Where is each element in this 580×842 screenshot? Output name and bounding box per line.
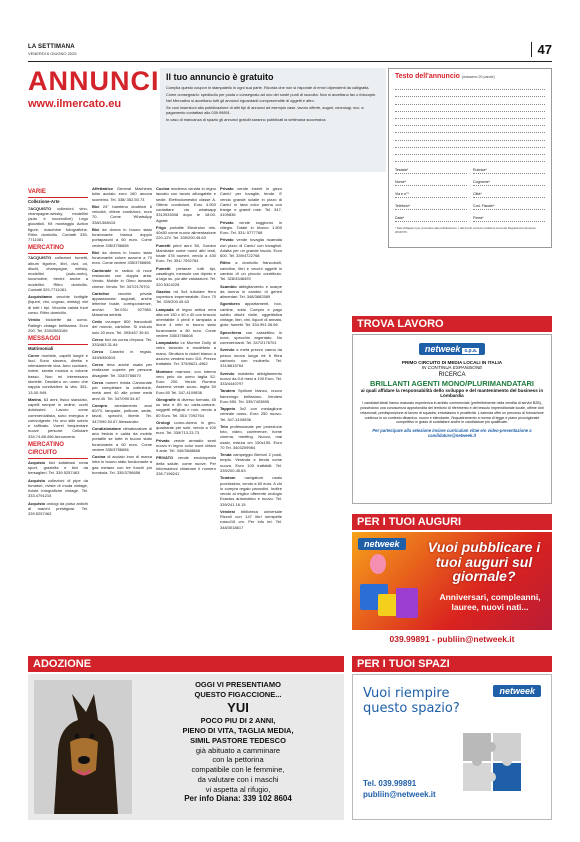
gift-icon (396, 588, 418, 618)
form-field[interactable]: Cognome* (473, 180, 545, 186)
form-field-row[interactable] (395, 180, 545, 186)
newspaper-title: LA SETTIMANA (28, 44, 75, 50)
form-field[interactable]: Nome* (395, 180, 467, 186)
auguri-ad (352, 532, 552, 648)
form-field[interactable]: Città* (473, 192, 545, 198)
ad-line: IN CONTINUA ESPANSIONE (421, 365, 483, 370)
form-field-row[interactable] (395, 192, 545, 198)
classified-ad: Fumetti pietanze tutti tipi, casalinghi, mensole con dipinto e a lago su, più alte valutazioni. Tel. 320.5324228 (156, 265, 216, 287)
classified-ad: Cucina di acciaio inox di marca lofra in buono stato funzionante a gas metano con tre fuochi più bombola. Tel. 335/3756656 (92, 454, 152, 476)
netweek-logo: netweek s.p.a. (419, 343, 485, 355)
classified-ad: Acquisto orologi da polso antichi di marchi prestigiosi. Tel. 339.5257463 (28, 500, 88, 517)
classified-ad: Svendo mobiletto abbigliamento nuovo da 0-6 mesi a 100 Euro. Tel. 333/4440797 (220, 370, 282, 387)
trova-lavoro-ad (352, 334, 552, 504)
classified-ad: Curve morbide, capelli lunghi e lisci. Sono sincera, diretta e intensamente viva. Amo cucinare, ridere, serata musica a volume basso. Non mi interessano storielle. Desidero un uomo che sappia condividere la vita. 351-13-00-949. (28, 352, 88, 395)
classified-ad: Privato vende armadio semi nuovo in legno color noce chiaro 5 ante. Tel. 340/3848868 (156, 437, 216, 454)
classified-ad: Gazebo mt 3x4 tubolare ferro copertura impermeabile. Euro 70 Tel. 339/200.45.63 (156, 288, 216, 305)
classified-ad: Svendo a metà prezzo canna da pesca nuova lunga mt 6 fibra carbonio con mulinello. Tel. 331/8615764 (220, 347, 282, 369)
issue-date: VENERDÌ 6 GIUGNO 2025 (28, 51, 77, 56)
classified-ad: Cerco bici da corsa d'epoca. Tel. 333/463.31.84 (92, 336, 152, 348)
ad-line: compatibile con le femmine, (191, 765, 285, 775)
spazi-contact[interactable]: Tel. 039.99891 publiin@netweek.it (363, 779, 436, 799)
form-field[interactable]: Rubrica* (473, 168, 545, 174)
ad-cta[interactable]: Per partecipare alla selezione inviare curriculum vitae e/o video-presentazione a candidature@netweek.it (372, 428, 532, 439)
classified-ad: Acquisto bici saltafossi roma sport, graziella e bici da bersaglieri. Tel. 339.5257463 (28, 459, 88, 476)
classified-ad: Scambio abbigliamento e scarpe da donna in cambio di generi alimentari. Tel. 348/3682589 (220, 283, 282, 300)
form-field[interactable]: Via e n°* (395, 192, 467, 198)
classified-ad: Compro arredamento anni 60/70, lampade, poltrone, sedie, tavoli, specchi, liberie. Tel. 347/090.54.67 Alessandro (92, 402, 152, 424)
dog-name: YUI (227, 699, 249, 715)
netweek-logo: netweek (358, 538, 406, 550)
form-field[interactable]: Firma* (473, 216, 545, 222)
classified-ad: Cucina moderna venata in legno laccato con tavolo allungabile e sedie. Elettrodomestici classe A. Ottime condizioni. Euro 4.500 contattare via whatsapp 3313933008 dopo le 18:00. Agrate (156, 186, 216, 223)
classified-ad: Acquisto collezioni di pipe da fumatori, riviste di moda vintage, riviste fotografiche vintage. Tel. 333.4791215 (28, 477, 88, 499)
form-field[interactable]: Testata* (395, 168, 467, 174)
classifieds-column-4 (220, 186, 282, 532)
classified-ad: Bici da donna in buono stato funzionante colore azzurra a 70 euro. Come vedere 335/3756656 (92, 249, 152, 266)
section-title: ANNUNCI (28, 66, 160, 96)
section-url[interactable]: www.ilmercato.eu (28, 98, 122, 110)
page-number: 47 (531, 42, 552, 57)
classified-ad: 7ACQUISTO collezioni fumetti, album figurine, libri, dvd, cd, dischi, champagne, whisky, modellini (auto-moto), locomotive, trenini anche a modellini. Ritiro domicilio. Contatti 329-7711081. (28, 255, 88, 292)
ad-line: vi aspetta al rifugio, (205, 784, 271, 794)
adozione-heading: ADOZIONE (28, 656, 344, 672)
ad-headline: BRILLANTI AGENTI MONO/PLURIMANDATARI (369, 379, 534, 388)
form-field[interactable]: Telefono* (395, 204, 467, 210)
classified-ad: Cantonale in radica di noce restaurato con doppia anta. Vendo. Mobile in Olmo lavorato cinese. Vendo. Tel. 347/2176701 (92, 267, 152, 289)
spazi-question: Vuoi riempire questo spazio? (363, 686, 460, 716)
form-text-lines[interactable] (395, 83, 545, 162)
balloon-icon (370, 554, 386, 574)
classified-ad: Tenda campeggio Bertoni 2 posti, emplo. Veranda e tenda come nuova. Euro 100 trattabili. Tel. 339/200.45.63 (220, 452, 282, 474)
classifieds-column-2 (92, 186, 152, 477)
auguri-headline: Vuoi pubblicare i tuoi auguri sul giornale? (427, 539, 541, 585)
classified-ad: Telo professionale per proiezione foto, video, conferenze, home cinema, meeting. Nuovo, mai usato, misura cm 150x150. Euro 70 Tel. 3403209984 (220, 423, 282, 450)
form-title: Testo dell'annuncio (massimo 20 parole) (395, 73, 495, 80)
classified-ad: Orologi uomo-donna in giro-quadrante per sole, vendo a 100 euro. Tel. 339/713.23.73 (156, 419, 216, 436)
puzzle-icon (443, 723, 543, 813)
trova-lavoro-heading: TROVA LAVORO (352, 316, 552, 332)
coupon-info (160, 68, 386, 172)
ad-line: PRIMO CIRCUITO DI MEDIA LOCALI IN ITALIA (401, 360, 503, 365)
classified-ad: Sgombero appartamenti, box, cantine, solai. Compro e pago subito dischi vinile, oggettistica vintage, libri, vini, liquori di annata, gioie, fumetti. Tel. 334.991.06.56 (220, 301, 282, 328)
ad-body: I candidati ideali hanno maturato esperienza in ambito commerciale (preferibilmente nella vendita di servizi B2B), possiedono una conoscenza approfondita del territorio di riferimento e del tessuto imprenditoriale locale, ottime doti relazionali, predisposizione al lavoro di squadra, entusiasmo e proattività. L'azienda offre un percorso di formazione continua in un contesto dinamico, nuovo e stimolante, l'inquadramento a norma di legge e piano provvigionale competitivo in grado di soddisfare anche le candidature più qualificate. (360, 401, 544, 425)
ad-line: OGGI VI PRESENTIAMO (195, 680, 281, 689)
classified-ad: Privato vende inserti in gizzo Cantu' per tovaglie, tende. E vendo grande scialle in pizzo di Cantu' in lana color panna con frange e grandi rose. Tel. 347-4109836 (220, 186, 282, 218)
classifieds-column-3 (156, 186, 216, 479)
classified-ad: Cedo ovunque 800 francobolli del mondo, cartoline. Si includo solo 20 euro. Tel. 393/467.39.61 (92, 319, 152, 335)
adozione-ad (28, 674, 344, 820)
classified-ad: Tandem Spillone bianco, nuovo fiammingo bellissimo. Vendesi Euro 550. Tel. 339/7403895 (220, 388, 282, 404)
classified-ad: Cerco numeri rivista Cannonate per completare la collezione, metà anni 40 alle prime metà anni 40. Tel. 347/090.54.67 (92, 379, 152, 401)
ad-line: già abituato a camminare (195, 745, 281, 755)
classified-ad: 7ACQUISTO collezioni vino-champagne-whisky, modellini (auto e locomotive) Lego giocattoli, Kit montaggio Action figure, macchine fotografiche. Ritiro domicilio. Contatti 339-7711081 (28, 205, 88, 243)
form-hint: (massimo 20 parole) (461, 75, 495, 79)
classified-ad: Condizionatore climatizzatore di aria fredda e calda da mobile portatile se tutte in buono stato funzionante a 60 euro. Come vedere 335/3756656 (92, 425, 152, 452)
classified-ad: Cerco lena anche usata per realizzare coperte per persone disagiate. Tel. 333/3756670 (92, 361, 152, 378)
category-heading: VARIE (28, 189, 88, 198)
ad-line: POCO PIU DI 2 ANNI, (200, 716, 276, 726)
adozione-contact[interactable]: Per info Diana: 339 102 8604 (184, 794, 292, 804)
ad-line: QUESTO FIGACCIONE... (194, 689, 282, 699)
auguri-heading: PER I TUOI AUGURI (352, 514, 552, 530)
auguri-subline: Anniversari, compleanni, lauree, nuovi nati... (439, 592, 541, 613)
ad-line: SIMIL PASTORE TEDESCO (190, 735, 286, 745)
coupon-paragraph: In caso di mancanza di spazio gli annunci gratuiti saranno pubblicati la settimana successiva. (166, 117, 327, 123)
coupon-paragraph: Compila questo coupon in stampatello in ogni sua parte. Ricorda che non si risponde di errori dipendenti da calligrafia. (166, 85, 370, 90)
classified-ad: Lampada di legno antica nera alta cm 150 x 40 x 40 con braccio orientabile 4 piedi e lampada a leone 4 vetri in buono stato funzionante a 80 euro. Come vedere 335/3756608 (156, 306, 216, 338)
classified-ad: Marina, 63 anni, fisico slanciato, capelli sempre in ordine, occhi dolcissimi. Lavoro come commercialista, sono energica e coinvolgente. Ho uno stile sobrio e raffinato. Vorrei frequentare nuove persone. Cellulare 334.74.88.496 Annunceria (28, 396, 88, 439)
category-heading: MERCATINO CIRCUITO (28, 442, 88, 459)
classified-ad: Vendesi bibliotecа universale Rizzoli con 147 libri semipelle rosso/16 cm. Per info tel. Tel. 348/3018617 (220, 508, 282, 530)
adozione-text (138, 680, 338, 805)
coupon-paragraph: Se vuoi inserzioni alla pubblicazione di altri tipi di annunci ad esempio case, lavoro offerte, auguri, necrologi, ecc. a pagamento contattaci allo 039.99891. (166, 104, 364, 116)
classified-ad: Cerco Cararini in regalo. 349/6350519 (92, 349, 152, 360)
classified-ad: Ritiro a domicilio francobolli, cartoline, libri e vecchi oggetti in cambio di un piccolo contributo. Tel. 328/3348493 (220, 260, 282, 282)
classified-ad: Acquistiamo vecchie bottiglie (liquori, vini, cognac, whisky) vini di tutti i tipi. Vecchia valuta fuori corso. Ritiro domicilio. (28, 294, 88, 315)
classified-ad: Frigo portatile Electrolux mis. 40x50 come nuovo alimentazione 220-12V. Tel. 339/200.45.63 (156, 224, 216, 241)
form-field[interactable]: Cod. Fiscale* (473, 204, 545, 210)
form-field-row[interactable] (395, 204, 545, 210)
classified-ad: Cartoline vecchie private appassionate augurali, anche letterine buste, corrispondenze, archivi. Tel.031/ 927985. Massima serietà. (92, 290, 152, 317)
ad-line: RICERCA (438, 372, 466, 378)
classified-ad: Specchiera con cassettino in noce, specchio argentato. No commercianti. Tel. 347/2176701 (220, 329, 282, 346)
coupon-paragraph: Come consegnarlo: spediscilo per posta o consegnalo ad uno dei nostri punti di raccolta. Non si accettano fax o fotocopie. Nel Mercatino si accettano tutti gli annunci riguardanti compravendite di oggetti e altro. (166, 92, 377, 103)
coupon-title: Il tuo annuncio è gratuito (166, 72, 274, 82)
category-heading: MERCATINO (28, 245, 88, 254)
category-heading: MESSAGGI (28, 336, 88, 345)
form-note: * Dati obbligatori per procedere alla pubblicazione. I dati forniti verranno trattati ai sensi del Regolamento Europeo 2016/679. (395, 226, 536, 234)
form-field-row[interactable] (395, 216, 545, 222)
spazi-ad (352, 674, 552, 820)
classified-ad: Affettatrice General Machines tutta acciaio euro 160 ancora scontrino. Tel. 338/.352.50.73 (92, 186, 152, 202)
auguri-contact[interactable]: 039.99891 - publiin@netweek.it (352, 630, 552, 648)
subcategory-heading: Collezione-Arte (28, 198, 60, 204)
form-field[interactable]: Data* (395, 216, 467, 222)
section-header (28, 68, 160, 128)
ad-line: da valutare con i maschi (197, 774, 279, 784)
classified-ad: Bici da donna in buono stato funzionante bianca doppio portapacchi a 60 euro. Come vedere 335/3756656 (92, 226, 152, 248)
classified-ad: Privato vende soggiorno in ciliegio. Totale in blocco 1.500 Euro. Tel. 331/ 5777768 (220, 219, 282, 236)
classified-ad: Montone marrone, con interno vero pelo da uomo taglia 52- Euro 200. Vendo Rumino Asseresi vende scuro- taglia 50 Euro 60 Tel. 347-4109836 (156, 368, 216, 395)
classified-ad: Fumetti primi anni '60, Gordon Mandrake come nuovi altri testi, totale 478 numeri, vendo a 430 Euro. Tel. 351/ 7092764 (156, 242, 216, 264)
masthead (28, 42, 552, 62)
classified-ad: Tappeto 3x2 con medaglione centrale rosso- Euro 250 nuovo-Tel. 347-4109836 (220, 406, 282, 422)
classified-ad: Bici 24" bambina doublezi 6 velocità, ottime condizioni, euro 70. Come WhatsApp 338/1368415 (92, 203, 152, 225)
classified-ad: Privato vende tovaglia ricamata con pizzo di Cantu' con tovaglioli. Adatta per un grande tavolo. Euro 600. Tel. 339/4722768 (220, 237, 282, 259)
ad-line: con la pettorina (212, 755, 264, 765)
classified-ad: PRIVATO vende enciclopedia della salute, come nuove. Per informazioni chiamare il numero 336.7196241 (156, 455, 216, 477)
coupon-form[interactable] (388, 68, 552, 248)
dog-photo (34, 680, 132, 814)
ad-line: ai quali affidare la responsabilità dello sviluppo e del mantenimento del business in Lombardia (360, 388, 544, 398)
classified-ad: Tomtom navigatore usato pochissimo, vendo a 60 euro. A chi lo compra regalo pannolini. Inoltre vendo al miglior offerente orologio Exactus automatico e nuovo. Tel. 339/241.16.15 (220, 475, 282, 507)
spazi-heading: PER I TUOI SPAZI (352, 656, 552, 672)
classified-ad: Lampadario Le Murrine Dolly di vetro lavorato e modellato a mano. Struttura in nickel bianco a azzurro vendesi euro 110. Prezzo trattabile. Tel. 375/6621-4962 (156, 340, 216, 367)
subcategory-heading: Matrimoniali (28, 345, 54, 351)
ad-line: PIENO DI VITA, TAGLIA MEDIA, (182, 726, 294, 736)
form-field-row[interactable] (395, 168, 545, 174)
classifieds-column-1 (28, 186, 88, 518)
classified-ad: Oleografie di diverso formato, 45 su tela e 85 su carta-cartone. soggetti religiosi e non, vendo a 80 Euro. Tel. 351/ 7092764 (156, 396, 216, 418)
classified-ad: Vendo biciclette da uomo. Rallegh vintage bellissima. Euro 200. Tel. 339/2583169 (28, 317, 88, 333)
netweek-logo: netweek (493, 685, 541, 697)
